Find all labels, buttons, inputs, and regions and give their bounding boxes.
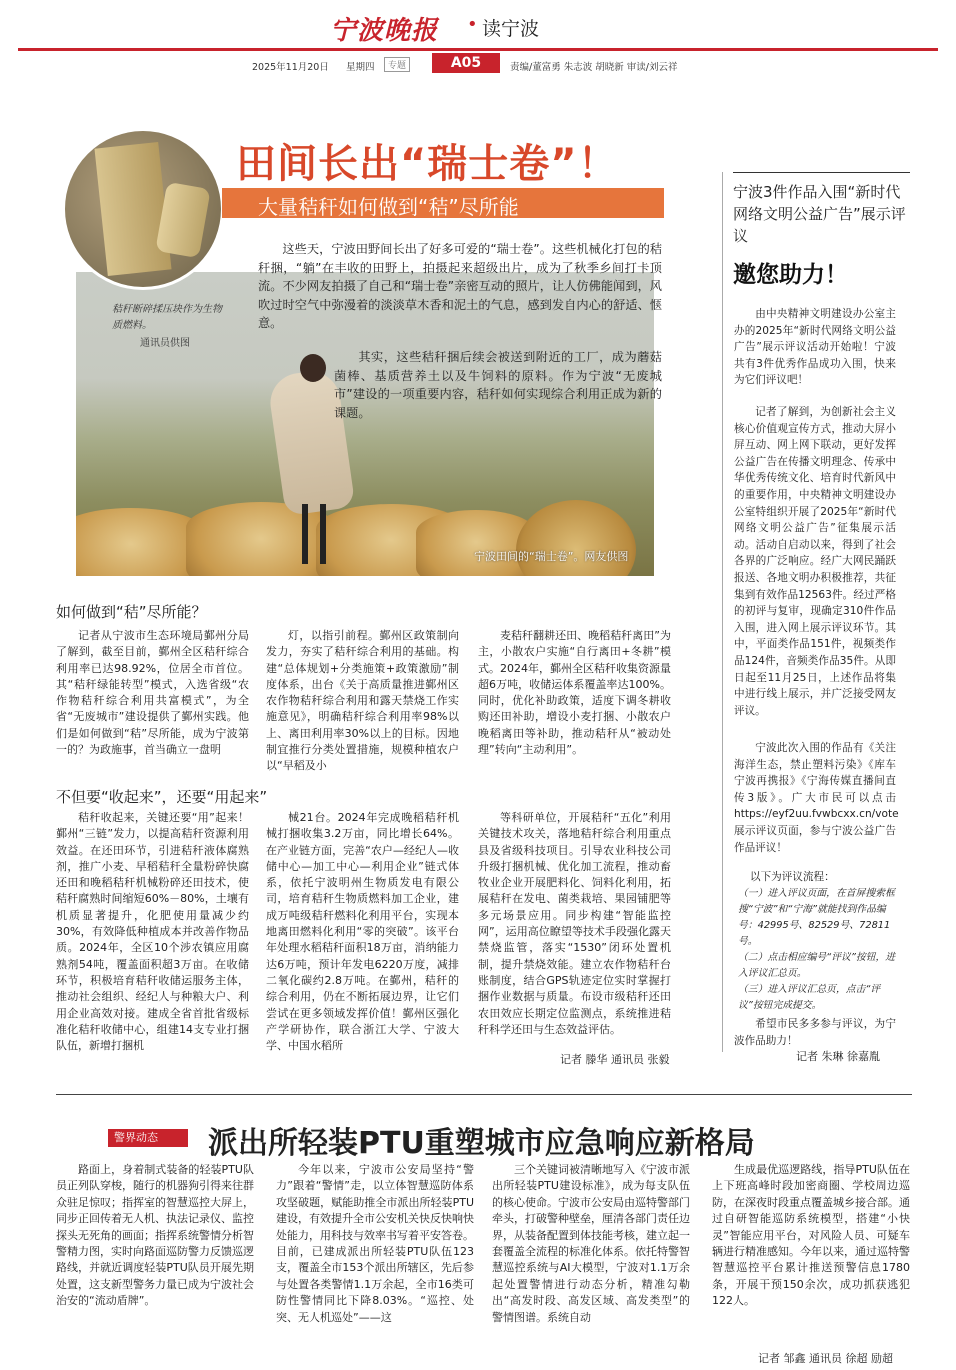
masthead-dot: • <box>467 14 478 35</box>
sidebar-byline: 记者 朱琳 徐嘉胤 <box>796 1050 880 1063</box>
article-column: 生成最优巡逻路线，指导PTU队伍在上下班高峰时段加密商圈、学校周边巡防，在深夜时段重点覆盖城乡接合部。通过自研智能巡防系统模型，搭建“小快灵”智能应用平台，对风险人员、可疑车辆进行精准感知。今年以来，通过巡特警智慧巡控平台累计推送预警信息1780条，开展干预150余次，成功抓获逃犯122人。 <box>712 1163 910 1308</box>
bottom-article-title: 派出所轻装PTU重塑城市应急响应新格局 <box>208 1126 755 1161</box>
sidebar-title: 宁波3件作品入围“新时代网络文明公益广告”展示评议 <box>733 183 906 245</box>
section-heading: 如何做到“秸”尽所能？ <box>56 603 207 621</box>
article-column: 路面上，身着制式装备的轻装PTU队员正列队穿梭，随行的机器狗引得来往群众驻足惊叹；指挥室的智慧巡控大屏上，同步正回传着无人机、执法记录仪、监控探头无死角的画面；指挥系统警情分析智警精力图，实时向路面巡防警力反馈巡逻路线，并就近调度轻装PTU队员开展先期处置，这支新型警务力量已成为宁波社会治安的“流动盾牌”。 <box>56 1163 254 1308</box>
intro-paragraph: 这些天，宁波田野间长出了好多可爱的“瑞士卷”。这些机械化打包的秸秆捆，“躺”在丰收的田野上，拍摄起来超级出片，成为了秋季乡间打卡顶流。不少网友拍摄了自己和“瑞士卷”亲密互动的照片，让人仿佛能闻到，风吹过时空气中弥漫着的淡淡草木香和泥土的气息，感到发自内心的舒适、惬意。 <box>258 242 662 331</box>
newspaper-logo: 宁波晚报 <box>330 16 439 46</box>
bottom-article-rule <box>56 1094 912 1095</box>
column-tag: 警界动态 <box>108 1129 188 1147</box>
editors-line: 责编/董富勇 朱志波 胡晓新 审读/刘云祥 <box>510 62 678 73</box>
article-column: 灯，以指引前程。鄞州区政策制向发力，夯实了秸秆综合利用的基础。构建“总体规划+分类施策+政策激励”制度体系，出台《关于高质量推进鄞州区农作物秸秆综合利用和露天禁烧工作实施意见》，明确秸秆综合利用率98%以上、离田利用率30%以上的目标。因地制宜推行分类处置措施，规模种植农户以“早稻及小 <box>266 629 459 773</box>
girl-head <box>300 354 326 382</box>
article-column: 等科研单位，开展秸秆“五化”利用关键技术攻关，落地秸秆综合利用重点县及省级科技项目。引导农业科技公司升级打捆机械、优化加工流程，推动畜牧业企业开展肥料化、饲料化利用，拓展秸秆在发电、菌类栽培、果园铺肥等多元场景应用。同步构建“智能监控网”，运用高位瞭望等技术手段强化露天禁烧监管，落实“1530”闭环处置机制，提升禁烧效能。建立农作物秸秆台账制度，结合GPS轨迹定位实时掌握打捆作业数据与质量。布设市级秸秆还田农田效应长期定位监测点，系统推进秸秆科学还田与生态效益评估。 <box>478 811 671 1036</box>
sidebar-steps-title: 以下为评议流程： <box>750 871 835 883</box>
article-column: 今年以来，宁波市公安局坚持“警力”跟着“警情”走，以立体智慧巡防体系攻坚破题，赋能助推全市派出所轻装PTU建设，有效提升全市公安机关快反快响快处能力，用科技与效率书写着平安答卷。目前，已建成派出所轻装PTU队伍123支，覆盖全市153个派出所辖区，先后参与处置各类警情1.1万余起，全市16类可防性警情同比下降8.03%。“巡控、处突、无人机巡处”——这 <box>276 1163 474 1324</box>
hay-bale-end <box>516 500 636 576</box>
intro-paragraph-2: 其实，这些秸秆捆后续会被送到附近的工厂，成为蘑菇菌棒、基质营养土以及牛饲料的原料。作为宁波“无废城市”建设的一项重要内容，秸秆如何实现综合利用正成为新的课题。 <box>334 350 662 420</box>
inset-caption: 秸秆断碎揉压块作为生物质燃料。 <box>112 304 222 331</box>
sidebar-paragraph: 记者了解到，为创新社会主义核心价值观宣传方式，推动大屏小屏互动、网上网下联动，更好发挥公益广告在传播文明理念、传承中华优秀传统文化、培育时代新风中的重要作用，中央精神文明建设办公室特组织开展了2025年“新时代网络文明公益广告”征集展示活动。活动自启动以来，得到了社会各界的广泛响应。经广大网民踊跃报送、各地文明办积极推荐，共征集到有效作品12563件。经过严格的初评与复审，现确定310件作品入围，进入网上展示评议环节。其中，平面类作品151件，视频类作品124件，音频类作品35件。从即日起至11月25日，上述作品将集中进行线上展示，并广泛接受网友评议。 <box>734 406 896 717</box>
sidebar-step: （一）进入评议页面，在首屏搜索框搜“宁波”和“宁海”就能找到作品编号：42995号、82529号、72811号。 <box>738 888 895 947</box>
issue-date: 2025年11月20日 <box>252 62 329 73</box>
sidebar-divider <box>722 172 723 1052</box>
article-column: 秸秆收起来，关键还要“用”起来！鄞州“三链”发力，以提高秸秆资源利用效益。在还田环节，引进秸秆液体腐熟剂，推广小麦、早稻秸秆全量粉碎快腐还田和晚稻秸秆机械粉碎还田技术，使秸秆腐熟时间缩短60%－80%，土壤有机质显著提升，化肥使用量减少约30%，有效降低种植成本并改善作物品质。2024年，全区10个涉农镇应用腐熟剂54吨，覆盖面积超3万亩。在收储环节，积极培育秸秆收储运服务主体，推动社会组织、经纪人与种粮大户、利用企业高效对接。建成全省首批省级标准化秸秆收储中心，组建14支专业打捆队伍，新增打捆机 <box>56 811 249 1053</box>
sidebar-paragraph: 希望市民多多参与评议，为宁波作品助力！ <box>734 1018 896 1047</box>
article-column: 记者从宁波市生态环境局鄞州分局了解到，截至目前，鄞州全区秸秆综合利用率已达98.92%，位居全市首位。其“秸秆绿能转型”模式，入选省级“农作物秸秆综合利用共富模式”，为全省“无废城市”建设提供了鄞州实践。他们是如何做到“秸”尽所能，成为宁波第一的？为政施事，首当确立一盘明 <box>56 629 249 757</box>
feature-subtitle: 大量秸秆如何做到“秸”尽所能 <box>258 195 519 219</box>
sidebar-step: （二）点击相应编号“评议”按钮，进入评议汇总页。 <box>738 952 896 979</box>
sidebar-top-rule <box>733 172 910 173</box>
section-heading: 不但要“收起来”，还要“用起来” <box>56 788 268 806</box>
page-tag: 专题 <box>384 57 410 72</box>
sidebar-highlight: 邀您助力！ <box>733 262 848 288</box>
sidebar-paragraph: 宁波此次入围的作品有《关注海洋生态，禁止塑料污染》《库车宁波再携报》《宁海传媒直播间直传3版》。广大市民可以点击https://eyf2uu.fvwbcxx.cn/vote展示评议页面，参与宁波公益广告作品评议！ <box>734 742 899 854</box>
article-column: 麦秸秆翻耕还田、晚稻秸秆离田”为主，小散农户实施“自行离田+冬耕”模式。2024年，鄞州全区秸秆收集资源量超6万吨，收储运体系覆盖率达100%。同时，优化补助政策，适度下调冬耕收购还田补助，增设小麦打捆、小散农户晚稻离田等补助，推动秸秆从“被动处理”转向“主动利用”。 <box>478 629 671 757</box>
issue-weekday: 星期四 <box>346 62 375 73</box>
section-name: 读宁波 <box>482 18 540 40</box>
straw-block <box>94 142 171 276</box>
girl-legs <box>302 504 326 564</box>
article-column: 三个关键词被清晰地写入《宁波市派出所轻装PTU建设标准》，成为每支队伍的核心使命。宁波市公安局由巡特警部门牵头，打破警种壁垒，厘清各部门责任边界，从装备配置到体技能考核，建立起一套覆盖全流程的标准化体系。依托特警智慧巡控系统与AI大模型，宁波对1.1万余起处置警情进行动态分析，精准勾勒出“高发时段、高发区域、高发类型”的警情图谱。系统自动 <box>492 1163 690 1324</box>
bottom-article-byline: 记者 邹鑫 通讯员 徐超 励超 <box>758 1352 893 1365</box>
article-column: 械21台。2024年完成晚稻秸秆机械打捆收集3.2万亩，同比增长64%。在产业链方面，完善“农户—经纪人—收储中心—加工中心—利用企业”链式体系，依托宁波明州生物质发电有限公司，培育秸秆生物质燃料加工企业，建成万吨级秸秆燃料化利用平台，实现本地离田燃料化利用“零的突破”。该平台年处理水稻秸秆面积18万亩，消纳能力达6万吨，预计年发电6220万度，减排二氧化碳约2.8万吨。在鄞州，秸秆的综合利用，仍在不断拓展边界，让它们尝试在更多领域发挥价值！鄞州区强化产学研协作，联合浙江大学、宁波大学、中国水稻所 <box>266 811 459 1053</box>
article-byline: 记者 滕华 通讯员 张毅 <box>560 1053 670 1066</box>
page-number: A05 <box>432 53 500 73</box>
feature-title: 田间长出“瑞士卷”！ <box>236 141 619 187</box>
photo-caption: 宁波田间的“瑞士卷”。网友供图 <box>474 550 629 563</box>
inset-credit: 通讯员供图 <box>140 338 190 349</box>
straw-block-inset-photo <box>62 128 224 290</box>
sidebar-step: （三）进入评议汇总页，点击“评议”按钮完成提交。 <box>738 984 881 1011</box>
sidebar-paragraph: 由中央精神文明建设办公室主办的2025年“新时代网络文明公益广告”展示评议活动开始啦！宁波共有3件优秀作品成功入围，快来为它们评议吧！ <box>734 308 896 387</box>
masthead-rule <box>18 48 938 51</box>
